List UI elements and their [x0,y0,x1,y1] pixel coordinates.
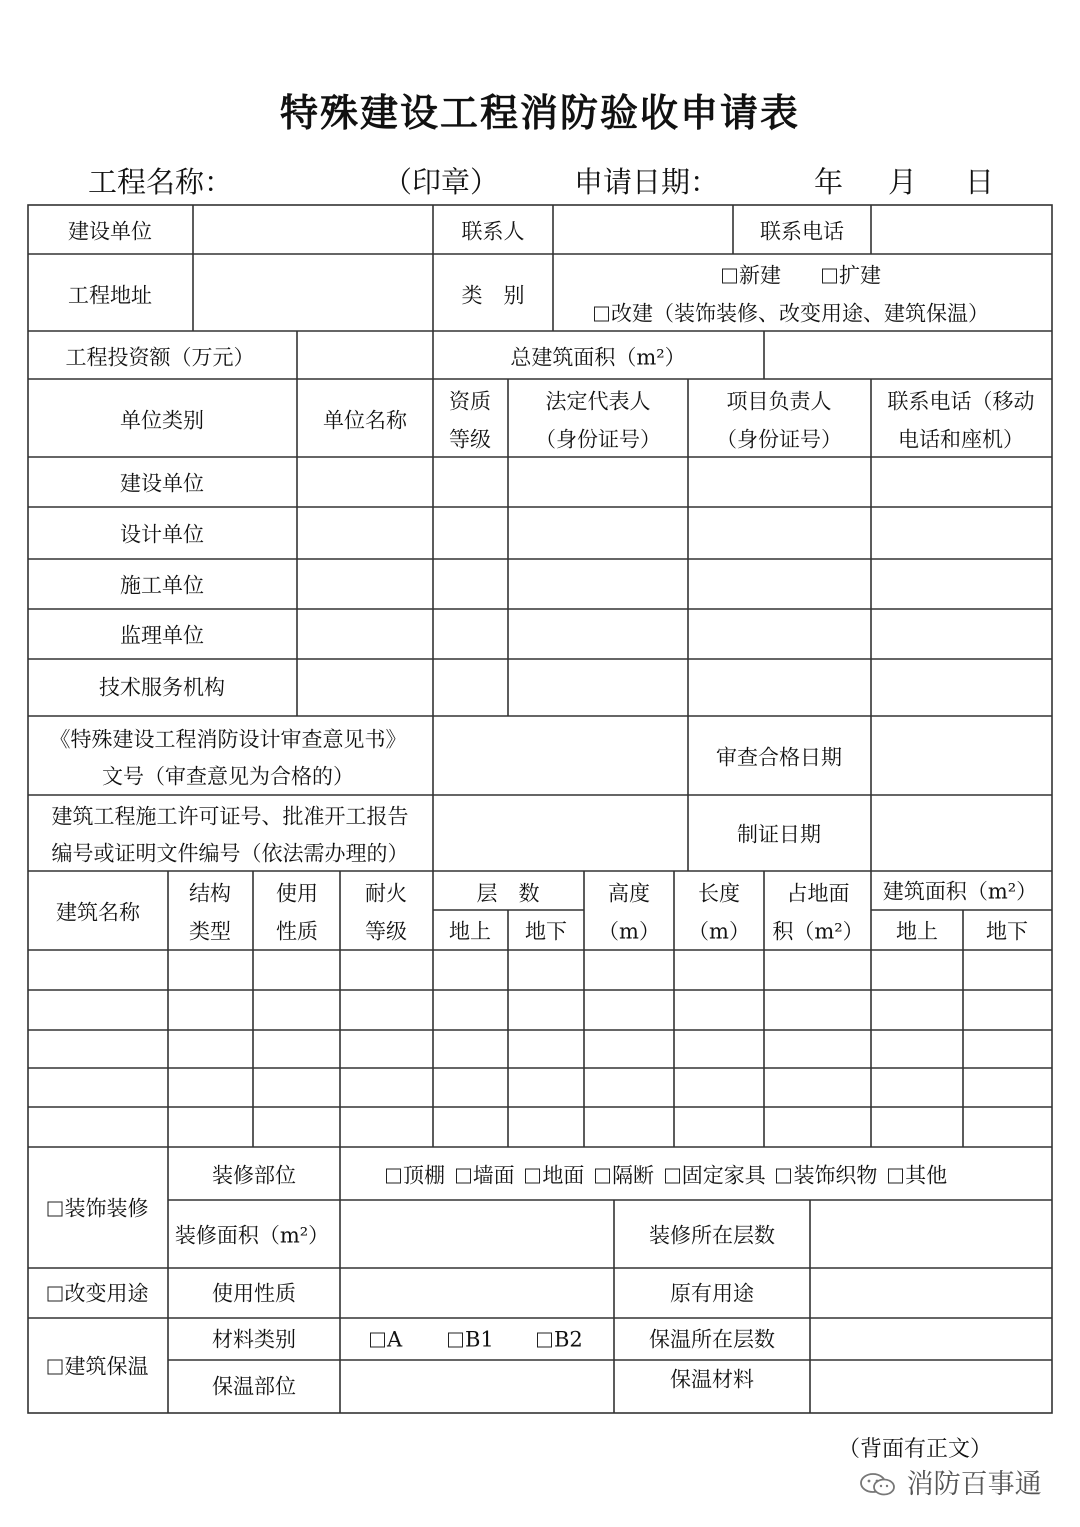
pm-header-1: 项目负责人 [726,389,832,414]
use-nature-label: 使用性质 [212,1281,296,1306]
watermark [858,1462,1042,1501]
review-doc-line1: 《特殊建设工程消防设计审查意见书》 [49,727,407,752]
footprint-header-2: 积（m²） [772,919,864,944]
checkbox-rebuild[interactable] [594,307,609,322]
floors-below-header: 地下 [525,919,567,944]
part-other[interactable] [888,1164,947,1188]
part-floor-text: 地面 [542,1163,585,1188]
area-below-header: 地下 [986,919,1028,944]
checkbox-a[interactable] [370,1333,385,1348]
opt-a-text: A [387,1327,403,1352]
unit-row-label: 设计单位 [120,522,204,547]
part-other-text: 其他 [905,1163,948,1188]
insulation-part-label: 保温部位 [212,1374,296,1399]
decoration-part-label: 装修部位 [212,1163,296,1188]
checkbox-other[interactable] [888,1169,903,1184]
checkbox-b2[interactable] [537,1333,552,1348]
struct-header-2: 类型 [189,919,231,944]
unit-row-label: 建设单位 [120,471,204,496]
part-furniture[interactable] [665,1164,766,1188]
checkbox-decoration[interactable] [48,1202,63,1217]
length-header-2: （m） [688,919,750,944]
checkbox-wall[interactable] [456,1169,471,1184]
decoration-parts [386,1163,948,1188]
permit-line2: 编号或证明文件编号（依法需办理的） [51,841,409,866]
use-header-2: 性质 [276,919,318,944]
part-fabric-text: 装饰织物 [793,1163,878,1188]
floors-header: 层 数 [476,881,540,906]
form-title: 特殊建设工程消防验收申请表 [279,90,800,135]
insulation-floor-label: 保温所在层数 [649,1327,775,1352]
legal-header-1: 法定代表人 [545,389,651,414]
area-above-header: 地上 [896,919,938,944]
opt-rebuild-text: 改建（装饰装修、改变用途、建筑保温） [611,301,989,326]
part-ceiling-text: 顶棚 [403,1163,445,1188]
checkbox-b1[interactable] [448,1333,463,1348]
checkbox-new[interactable] [722,269,737,284]
part-ceiling[interactable] [386,1164,445,1188]
unit-row-label: 监理单位 [120,623,204,648]
permit-line1: 建筑工程施工许可证号、批准开工报告 [51,804,409,829]
part-wall-text: 墙面 [472,1163,515,1188]
insulation-material-label: 保温材料 [670,1367,754,1392]
checkbox-insulation[interactable] [48,1360,63,1375]
unit-name-header: 单位名称 [323,408,407,433]
opt-b1-text: B1 [465,1327,494,1352]
year-label: 年 [814,165,844,199]
original-use-label: 原有用途 [670,1281,754,1306]
insulation-label: 建筑保温 [64,1354,149,1379]
struct-header-1: 结构 [189,881,231,906]
wechat-icon [858,1471,898,1497]
opt-new[interactable] [722,263,781,288]
opt-rebuild[interactable] [594,301,989,326]
decoration-floor-label: 装修所在层数 [649,1223,775,1248]
apply-date-label: 申请日期： [574,165,720,199]
total-area-label: 总建筑面积（m²） [510,345,686,370]
unit-type-header: 单位类别 [120,408,204,433]
opt-b2[interactable] [537,1327,583,1352]
fire-header-1: 耐火 [365,881,407,906]
phone-label: 联系电话 [760,219,844,244]
opt-a[interactable] [370,1327,403,1352]
opt-b1[interactable] [448,1327,494,1352]
height-header-1: 高度 [608,881,650,906]
opt-new-text: 新建 [739,263,781,288]
part-partition-text: 隔断 [612,1163,655,1188]
qual-header-2: 等级 [449,427,491,452]
part-partition[interactable] [595,1164,654,1188]
insulation-option[interactable] [48,1354,149,1379]
footnote: （背面有正文） [838,1437,993,1462]
project-name-label: 工程名称： [88,165,234,199]
address-label: 工程地址 [68,283,152,308]
opt-expand-text: 扩建 [839,263,881,288]
decoration-area-label: 装修面积（m²） [174,1223,330,1248]
checkbox-expand[interactable] [822,269,837,284]
checkbox-fabric[interactable] [776,1169,791,1184]
material-type-label: 材料类别 [212,1327,296,1352]
checkbox-partition[interactable] [595,1169,610,1184]
qual-header-1: 资质 [449,389,491,414]
decoration-option[interactable] [48,1196,149,1221]
building-name-header: 建筑名称 [56,900,140,925]
checkbox-ceiling[interactable] [386,1169,401,1184]
opt-b2-text: B2 [554,1327,583,1352]
tel-header-1: 联系电话（移动 [887,389,1035,414]
checkbox-change-use[interactable] [48,1287,63,1302]
part-fabric[interactable] [776,1164,877,1188]
checkbox-furniture[interactable] [665,1169,680,1184]
change-use-option[interactable] [48,1281,149,1306]
watermark-text: 消防百事通 [906,1469,1042,1500]
opt-expand[interactable] [822,263,881,288]
length-header-1: 长度 [698,881,740,906]
unit-row-label: 施工单位 [120,573,204,598]
legal-header-2: （身份证号） [535,427,661,452]
month-label: 月 [888,165,918,199]
review-doc-line2: 文号（审查意见为合格的） [102,764,354,789]
part-wall[interactable] [456,1164,515,1188]
footprint-header-1: 占地面 [786,881,850,906]
height-header-2: （m） [598,919,660,944]
day-label: 日 [965,165,995,199]
unit-row-label: 技术服务机构 [99,675,225,700]
investment-label: 工程投资额（万元） [65,345,255,370]
pass-date-label: 审查合格日期 [716,745,842,770]
build-unit-label: 建设单位 [68,219,152,244]
category-label: 类 别 [461,283,525,308]
issue-date-label: 制证日期 [737,822,821,847]
decoration-label: 装饰装修 [64,1196,149,1221]
part-floor[interactable] [525,1164,584,1188]
use-header-1: 使用 [276,881,318,906]
tel-header-2: 电话和座机） [898,427,1024,452]
part-furniture-text: 固定家具 [681,1163,766,1188]
contact-label: 联系人 [461,219,525,244]
seal-label: （印章） [383,165,500,199]
area-header: 建筑面积（m²） [882,879,1038,904]
floors-above-header: 地上 [449,919,491,944]
pm-header-2: （身份证号） [716,427,842,452]
fire-header-2: 等级 [365,919,407,944]
change-use-label: 改变用途 [64,1281,149,1306]
checkbox-floor[interactable] [525,1169,540,1184]
